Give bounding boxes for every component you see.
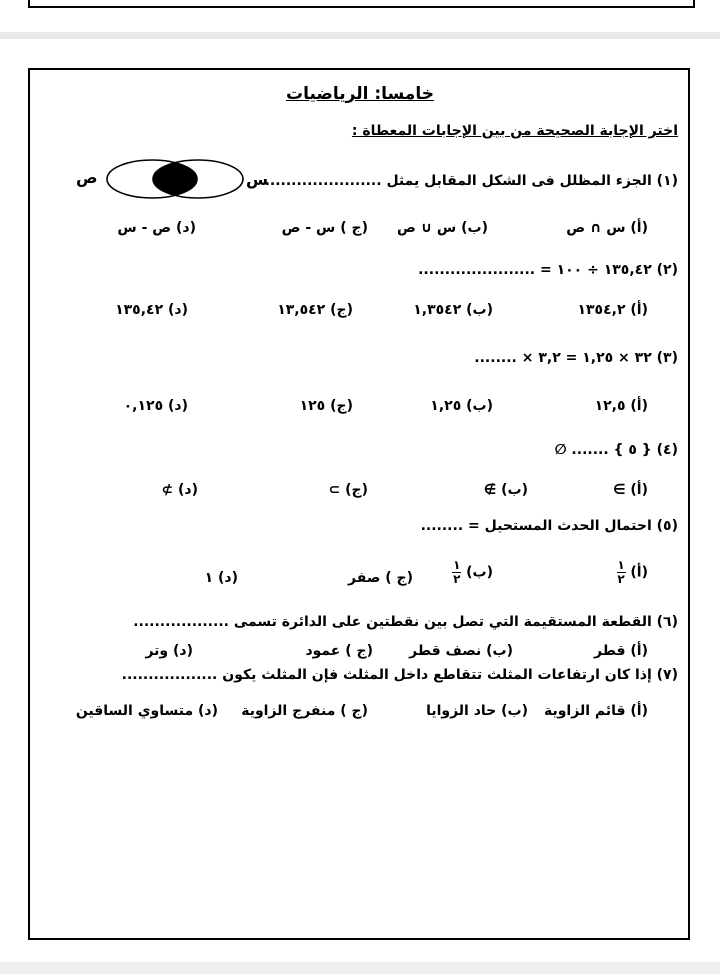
question-2-stem: (٢) ١٣٥,٤٢ ÷ ١٠٠ = ...................... xyxy=(418,262,678,278)
fraction-numerator: ١ xyxy=(617,558,625,572)
venn-diagram xyxy=(100,155,250,203)
venn-label-right: ص xyxy=(76,168,98,187)
q3-option-d: (د) ٠,١٢٥ xyxy=(123,398,188,414)
page-gap-bottom xyxy=(0,962,720,974)
q7-option-b: (ب) حاد الزوايا xyxy=(426,703,528,719)
q2-option-b: (ب) ١,٣٥٤٢ xyxy=(413,302,493,318)
fraction-numerator: ١ xyxy=(453,558,461,572)
question-7-stem: (٧) إذا كان ارتفاعات المثلث تتقاطع داخل المثلث فإن المثلث يكون .................. xyxy=(121,667,678,683)
q6-option-a: (أ) قطر xyxy=(594,643,648,659)
q6-option-c: (ج ) عمود xyxy=(305,643,373,659)
q1-option-c: (ج ) س - ص xyxy=(281,220,368,236)
question-1-stem: (١) الجزء المظلل فى الشكل المقابل يمثل ...................... xyxy=(264,173,678,189)
q2-option-a: (أ) ١٣٥٤,٢ xyxy=(577,302,648,318)
q4-option-c: (ج) ⊃ xyxy=(328,482,368,498)
fraction-denominator: ٢ xyxy=(453,572,461,586)
q7-option-d: (د) متساوي الساقين xyxy=(75,703,218,719)
venn-label-left: س xyxy=(246,170,269,189)
previous-page-frame xyxy=(28,0,695,8)
q2-option-d: (د) ١٣٥,٤٢ xyxy=(115,302,188,318)
q5-option-b-fraction xyxy=(452,560,461,585)
instruction: اختر الإجابة الصحيحة من بين الإجابات المعطاة : xyxy=(351,123,678,139)
q7-option-a: (أ) قائم الزاوية xyxy=(543,703,648,719)
q2-option-c: (ج) ١٣,٥٤٢ xyxy=(277,302,353,318)
q6-option-d: (د) وتر xyxy=(145,643,193,659)
page-gap xyxy=(0,32,720,39)
question-5-stem: (٥) احتمال الحدث المستحيل = ........ xyxy=(420,518,678,534)
q4-option-d: (د) ⊅ xyxy=(161,482,198,498)
q5-option-a xyxy=(617,560,648,585)
q5-option-a-label: (أ) xyxy=(630,564,648,581)
q3-option-a: (أ) ١٢,٥ xyxy=(594,398,648,414)
question-3-stem: (٣) ٣٢ × ١,٢٥ = ٣,٢ × ........ xyxy=(474,350,678,366)
q6-option-b: (ب) نصف قطر xyxy=(409,643,513,659)
q5-option-d: (د) ١ xyxy=(204,570,238,586)
q3-option-b: (ب) ١,٢٥ xyxy=(430,398,493,414)
section-title: خامسا: الرياضيات xyxy=(286,84,434,104)
question-4-stem: (٤) { ٥ } ....... ∅ xyxy=(554,442,678,458)
q1-option-d: (د) ص - س xyxy=(117,220,196,236)
q3-option-c: (ج) ١٢٥ xyxy=(299,398,353,414)
q5-option-b-label: (ب) xyxy=(466,564,493,581)
q1-option-a: (أ) س ∩ ص xyxy=(566,220,648,236)
q5-option-c: (ج ) صفر xyxy=(348,570,413,586)
question-6-stem: (٦) القطعة المستقيمة التي تصل بين نقطتين على الدائرة تسمى .................. xyxy=(133,614,678,630)
q1-option-b: (ب) س ∪ ص xyxy=(396,220,488,236)
q7-option-c: (ج ) منفرج الزاوية xyxy=(241,703,368,719)
q4-option-a: (أ) ∋ xyxy=(612,482,648,498)
fraction-denominator: ٢ xyxy=(617,572,625,586)
q5-option-b xyxy=(452,560,493,585)
q5-option-a-fraction xyxy=(617,560,626,585)
q4-option-b: (ب) ∌ xyxy=(483,482,528,498)
